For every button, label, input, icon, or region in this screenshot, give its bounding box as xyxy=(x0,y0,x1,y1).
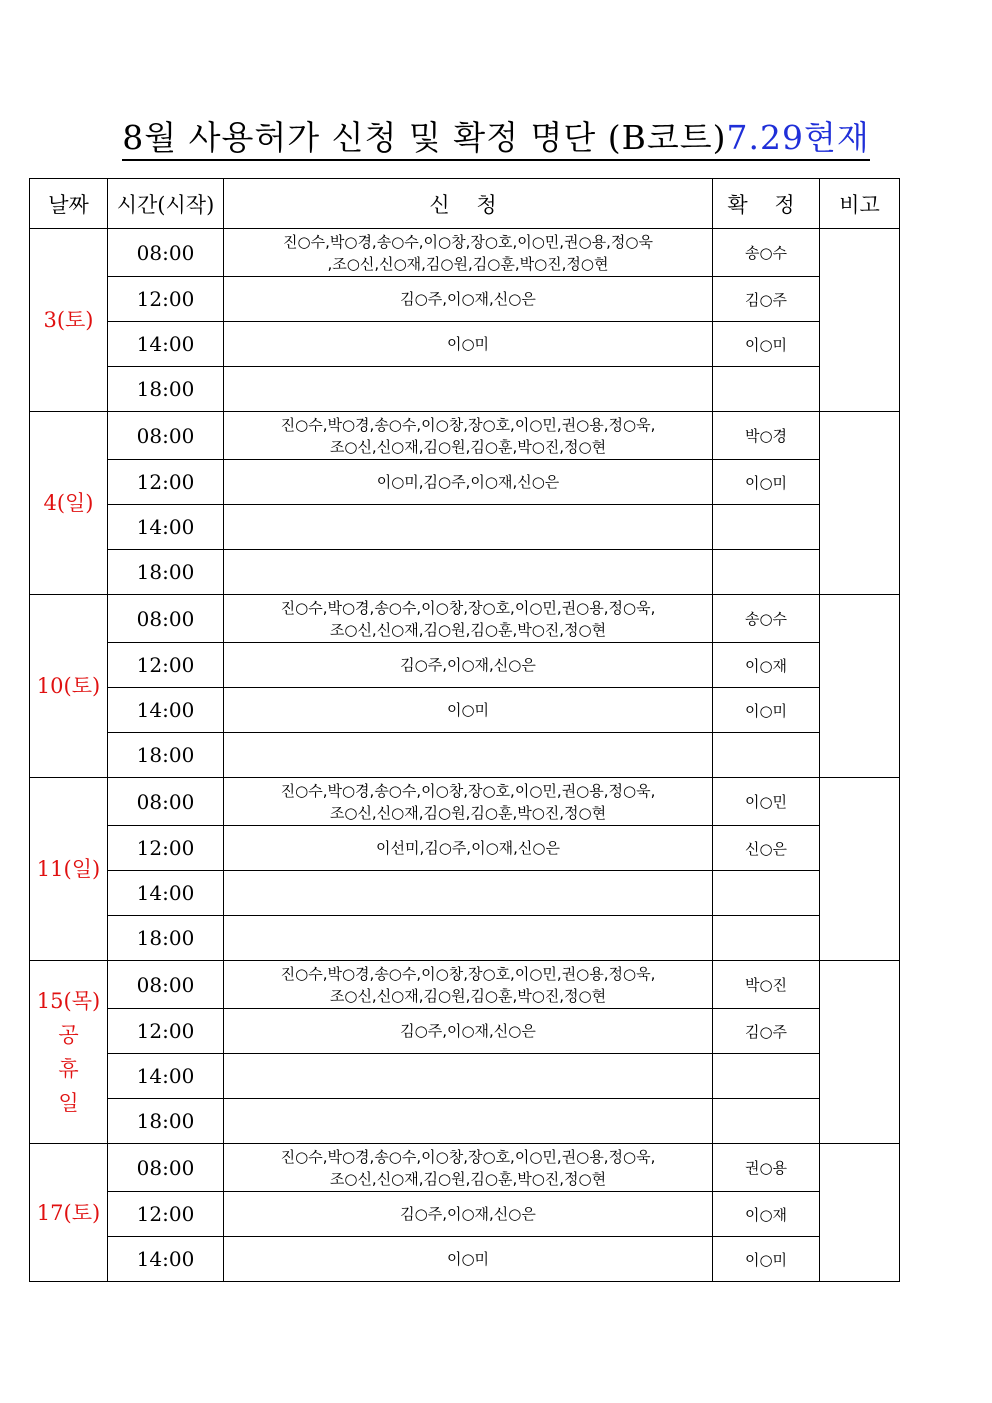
title-status: 7.29현재 xyxy=(726,118,870,157)
table-row xyxy=(30,277,900,322)
apply-line: 이○미 xyxy=(446,701,490,719)
apply-cell xyxy=(224,595,713,643)
apply-cell xyxy=(224,643,713,688)
time-cell: 12:00 xyxy=(108,643,224,688)
time-cell: 08:00 xyxy=(108,595,224,643)
time-cell: 12:00 xyxy=(108,826,224,871)
confirm-cell: 신○은 xyxy=(713,826,820,871)
apply-cell xyxy=(224,550,713,595)
confirm-cell: 김○주 xyxy=(713,277,820,322)
table-row xyxy=(30,1192,900,1237)
apply-cell xyxy=(224,1099,713,1144)
time-cell: 12:00 xyxy=(108,460,224,505)
apply-line: 조○신,신○재,김○원,김○훈,박○진,정○현 xyxy=(329,803,607,822)
time-cell: 14:00 xyxy=(108,688,224,733)
apply-line: 진○수,박○경,송○수,이○창,장○호,이○민,권○용,정○욱, xyxy=(280,1147,656,1166)
time-cell: 14:00 xyxy=(108,1054,224,1099)
time-cell: 18:00 xyxy=(108,367,224,412)
table-row xyxy=(30,595,900,643)
apply-line: 조○신,신○재,김○원,김○훈,박○진,정○현 xyxy=(329,620,607,639)
apply-cell xyxy=(224,1054,713,1099)
table-row xyxy=(30,871,900,916)
confirm-cell xyxy=(713,550,820,595)
apply-cell xyxy=(224,505,713,550)
table-row xyxy=(30,1237,900,1282)
table-row xyxy=(30,688,900,733)
apply-line: 김○주,이○재,신○은 xyxy=(400,656,536,674)
confirm-cell: 이○미 xyxy=(713,322,820,367)
date-cell xyxy=(30,778,108,961)
confirm-cell xyxy=(713,916,820,961)
confirm-cell: 이○미 xyxy=(713,1237,820,1282)
apply-line: 진○수,박○경,송○수,이○창,장○호,이○민,권○용,정○욱, xyxy=(280,415,656,434)
date-note: 공 xyxy=(58,1023,79,1047)
apply-cell xyxy=(224,1192,713,1237)
date-note: 휴 xyxy=(58,1057,79,1081)
time-cell: 18:00 xyxy=(108,550,224,595)
table-row xyxy=(30,322,900,367)
apply-cell xyxy=(224,322,713,367)
date-label: 3(토) xyxy=(43,308,94,332)
note-cell xyxy=(820,961,900,1144)
confirm-cell: 권○용 xyxy=(713,1144,820,1192)
header-row xyxy=(30,179,900,229)
apply-cell xyxy=(224,916,713,961)
apply-line: 진○수,박○경,송○수,이○창,장○호,이○민,권○용,정○욱, xyxy=(280,964,656,983)
time-cell: 14:00 xyxy=(108,871,224,916)
confirm-cell: 송○수 xyxy=(713,229,820,277)
time-cell: 18:00 xyxy=(108,1099,224,1144)
table-row xyxy=(30,733,900,778)
confirm-cell xyxy=(713,505,820,550)
apply-line: 김○주,이○재,신○은 xyxy=(400,1205,536,1223)
apply-cell xyxy=(224,826,713,871)
header-apply: 신 청 xyxy=(224,179,713,229)
date-label: 17(토) xyxy=(36,1200,101,1225)
apply-line: 진○수,박○경,송○수,이○창,장○호,이○민,권○용,정○욱, xyxy=(280,781,656,800)
confirm-cell: 송○수 xyxy=(713,595,820,643)
apply-cell xyxy=(224,871,713,916)
note-cell xyxy=(820,229,900,412)
header-date: 날짜 xyxy=(30,179,108,229)
apply-cell xyxy=(224,1237,713,1282)
table-row xyxy=(30,778,900,826)
time-cell: 12:00 xyxy=(108,277,224,322)
schedule-table xyxy=(29,178,900,1282)
title-main: 8월 사용허가 신청 및 확정 명단 (B코트) xyxy=(122,118,727,157)
time-cell: 12:00 xyxy=(108,1192,224,1237)
date-cell xyxy=(30,229,108,412)
table-row xyxy=(30,1099,900,1144)
apply-line: 진○수,박○경,송○수,이○창,장○호,이○민,권○용,정○욱 xyxy=(283,232,653,251)
apply-cell xyxy=(224,367,713,412)
confirm-cell xyxy=(713,733,820,778)
table-row xyxy=(30,367,900,412)
apply-line: ,조○신,신○재,김○원,김○훈,박○진,정○현 xyxy=(327,254,609,273)
time-cell: 08:00 xyxy=(108,778,224,826)
apply-cell xyxy=(224,778,713,826)
confirm-cell: 김○주 xyxy=(713,1009,820,1054)
time-cell: 14:00 xyxy=(108,322,224,367)
date-note: 일 xyxy=(58,1091,79,1115)
table-row xyxy=(30,229,900,277)
apply-line: 김○주,이○재,신○은 xyxy=(400,290,536,308)
time-cell: 18:00 xyxy=(108,916,224,961)
confirm-cell: 이○미 xyxy=(713,688,820,733)
confirm-cell: 이○재 xyxy=(713,643,820,688)
confirm-cell: 박○진 xyxy=(713,961,820,1009)
note-cell xyxy=(820,1144,900,1282)
table-row xyxy=(30,916,900,961)
apply-line: 이선미,김○주,이○재,신○은 xyxy=(376,839,560,857)
table-row xyxy=(30,550,900,595)
apply-cell xyxy=(224,277,713,322)
date-cell xyxy=(30,595,108,778)
time-cell: 18:00 xyxy=(108,733,224,778)
apply-line: 이○미,김○주,이○재,신○은 xyxy=(376,473,560,491)
apply-cell xyxy=(224,1144,713,1192)
table-row xyxy=(30,1054,900,1099)
apply-cell xyxy=(224,412,713,460)
apply-cell xyxy=(224,460,713,505)
confirm-cell xyxy=(713,1099,820,1144)
time-cell: 08:00 xyxy=(108,961,224,1009)
confirm-cell: 이○민 xyxy=(713,778,820,826)
apply-line: 김○주,이○재,신○은 xyxy=(400,1022,536,1040)
title-underline xyxy=(122,118,869,161)
note-cell xyxy=(820,595,900,778)
date-label: 15(목) xyxy=(36,989,101,1013)
date-cell xyxy=(30,412,108,595)
page-title xyxy=(0,112,992,159)
table-row xyxy=(30,826,900,871)
time-cell: 08:00 xyxy=(108,412,224,460)
time-cell: 08:00 xyxy=(108,1144,224,1192)
confirm-cell: 이○재 xyxy=(713,1192,820,1237)
time-cell: 12:00 xyxy=(108,1009,224,1054)
table-row xyxy=(30,505,900,550)
apply-line: 조○신,신○재,김○원,김○훈,박○진,정○현 xyxy=(329,1169,607,1188)
apply-line: 이○미 xyxy=(446,335,490,353)
apply-line: 이○미 xyxy=(446,1250,490,1268)
date-cell xyxy=(30,961,108,1144)
apply-line: 조○신,신○재,김○원,김○훈,박○진,정○현 xyxy=(329,437,607,456)
table-row xyxy=(30,643,900,688)
confirm-cell: 이○미 xyxy=(713,460,820,505)
date-label: 10(토) xyxy=(36,674,101,698)
date-cell xyxy=(30,1144,108,1282)
apply-cell xyxy=(224,688,713,733)
date-label: 4(일) xyxy=(43,491,94,515)
apply-line: 조○신,신○재,김○원,김○훈,박○진,정○현 xyxy=(329,986,607,1005)
date-label: 11(일) xyxy=(36,857,101,881)
header-note: 비고 xyxy=(820,179,900,229)
table-row xyxy=(30,460,900,505)
table-row xyxy=(30,961,900,1009)
table-row xyxy=(30,1144,900,1192)
confirm-cell: 박○경 xyxy=(713,412,820,460)
apply-line: 진○수,박○경,송○수,이○창,장○호,이○민,권○용,정○욱, xyxy=(280,598,656,617)
header-confirm: 확 정 xyxy=(713,179,820,229)
time-cell: 14:00 xyxy=(108,505,224,550)
confirm-cell xyxy=(713,367,820,412)
confirm-cell xyxy=(713,871,820,916)
table-row xyxy=(30,1009,900,1054)
apply-cell xyxy=(224,1009,713,1054)
confirm-cell xyxy=(713,1054,820,1099)
apply-cell xyxy=(224,733,713,778)
time-cell: 08:00 xyxy=(108,229,224,277)
table-row xyxy=(30,412,900,460)
time-cell: 14:00 xyxy=(108,1237,224,1282)
apply-cell xyxy=(224,961,713,1009)
note-cell xyxy=(820,412,900,595)
header-time: 시간(시작) xyxy=(108,179,224,229)
note-cell xyxy=(820,778,900,961)
apply-cell xyxy=(224,229,713,277)
schedule-body xyxy=(30,229,900,1282)
